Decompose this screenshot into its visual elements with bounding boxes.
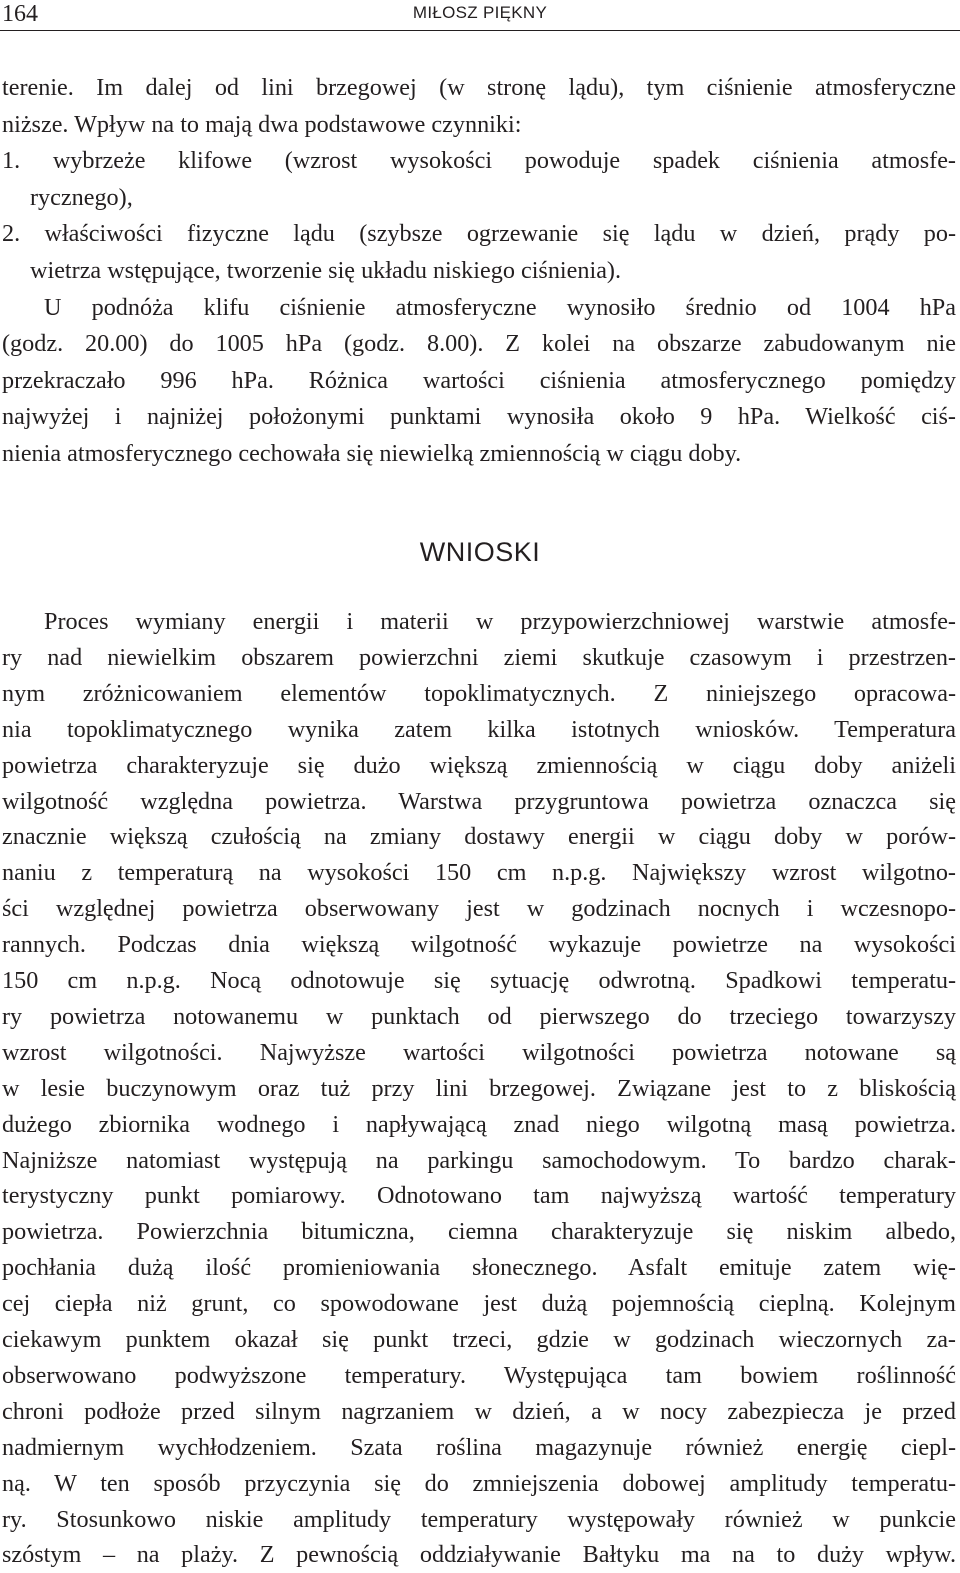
text-line: najwyżej i najniżej położonymi punktami wynosiła około 9 hPa. Wielkość ciś- (2, 403, 956, 431)
text-line: pochłania dużą ilość promieniowania słonecznego. Asfalt emituje zatem wię- (2, 1254, 956, 1282)
text-line: rannych. Podczas dnia większą wilgotność wykazuje powietrze na wysokości (2, 931, 956, 959)
text-line: ciekawym punktem okazał się punkt trzeci, gdzie w godzinach wieczornych za- (2, 1326, 956, 1353)
page-header (0, 0, 960, 30)
text-line: cej ciepła niż grunt, co spowodowane jest dużą pojemnością cieplną. Kolejnym (2, 1290, 956, 1318)
text-line: powietrza. Powierzchnia bitumiczna, ciemna charakteryzuje się niskim albedo, (2, 1218, 956, 1246)
text-line: 2. właściwości fizyczne lądu (szybsze ogrzewanie się lądu w dzień, prądy po- (2, 220, 956, 248)
header-rule (0, 30, 960, 31)
text-line: ści względnej powietrza obserwowany jest w godzinach nocnych i wczesnopo- (2, 895, 956, 923)
text-line: powietrza charakteryzuje się dużo większą zmiennością w ciągu doby aniżeli (2, 751, 956, 779)
text-line: 150 cm n.p.g. Nocą odnotowuje się sytuację odwrotną. Spadkowi temperatu- (2, 967, 956, 994)
text-line: Proces wymiany energii i materii w przypowierzchniowej warstwie atmosfe- (44, 608, 956, 635)
text-line: wietrza wstępujące, tworzenie się układu niskiego ciśnienia). (30, 257, 622, 284)
text-line: nia topoklimatycznego wynika zatem kilka istotnych wniosków. Temperatura (2, 715, 956, 743)
section-heading: WNIOSKI (419, 537, 541, 567)
text-line: Najniższe natomiast występują na parkingu samochodowym. To bardzo charak- (2, 1146, 956, 1174)
text-line: ry powietrza notowanemu w punktach od pierwszego do trzeciego towarzyszy (2, 1002, 956, 1030)
text-line: szóstym – na plaży. Z pewnością oddziaływanie Bałtyku ma na to duży wpływ. (2, 1541, 956, 1569)
text-line: znacznie większą czułością na zmiany dostawy energii w ciągu doby w porów- (2, 823, 956, 851)
text-line: ry. Stosunkowo niskie amplitudy temperatury występowały również w punkcie (2, 1505, 956, 1533)
text-line: w lesie buczynowym oraz tuż przy lini brzegowej. Związane jest to z bliskością (2, 1074, 956, 1102)
text-line: naniu z temperaturą na wysokości 150 cm n.p.g. Największy wzrost wilgotno- (2, 859, 956, 887)
text-line: chroni podłoże przed silnym nagrzaniem w dzień, a w nocy zabezpiecza je przed (2, 1397, 956, 1425)
text-line: 1. wybrzeże klifowe (wzrost wysokości powoduje spadek ciśnienia atmosfe- (2, 147, 956, 175)
running-head: MIŁOSZ PIĘKNY (412, 3, 548, 22)
text-line: dużego zbiornika wodnego i napływającą znad niego wilgotną masą powietrza. (2, 1110, 956, 1138)
text-line: obserwowano podwyższone temperatury. Występująca tam bowiem roślinność (2, 1361, 956, 1389)
text-line: niższe. Wpływ na to mają dwa podstawowe czynniki: (2, 110, 522, 138)
text-line: rycznego), (30, 183, 133, 211)
text-line: terystyczny punkt pomiarowy. Odnotowano tam najwyższą wartość temperatury (2, 1182, 956, 1210)
text-line: przekraczało 996 hPa. Różnica wartości ciśnienia atmosferycznego pomiędzy (2, 366, 956, 394)
text-line: ną. W ten sposób przyczynia się do zmniejszenia dobowej amplitudy temperatu- (2, 1469, 956, 1497)
text-line: wzrost wilgotności. Najwyższe wartości wilgotności powietrza notowane są (2, 1038, 956, 1066)
text-line: ry nad niewielkim obszarem powierzchni ziemi skutkuje czasowym i przestrzen- (2, 643, 956, 671)
text-line: terenie. Im dalej od lini brzegowej (w stronę lądu), tym ciśnienie atmosferyczne (2, 74, 956, 101)
text-line: nadmiernym wychłodzeniem. Szata roślina magazynuje również energię ciepl- (2, 1433, 956, 1461)
text-line: U podnóża klifu ciśnienie atmosferyczne wynosiło średnio od 1004 hPa (44, 293, 956, 321)
page-number: 164 (2, 1, 38, 27)
text-line: nym zróżnicowaniem elementów topoklimatycznych. Z niniejszego opracowa- (2, 679, 956, 707)
text-line: nienia atmosferycznego cechowała się niewielką zmiennością w ciągu doby. (2, 440, 742, 467)
text-line: (godz. 20.00) do 1005 hPa (godz. 8.00). Z kolei na obszarze zabudowanym nie (2, 330, 956, 358)
text-line: wilgotność względna powietrza. Warstwa przygruntowa powietrza oznaczca się (2, 787, 956, 815)
